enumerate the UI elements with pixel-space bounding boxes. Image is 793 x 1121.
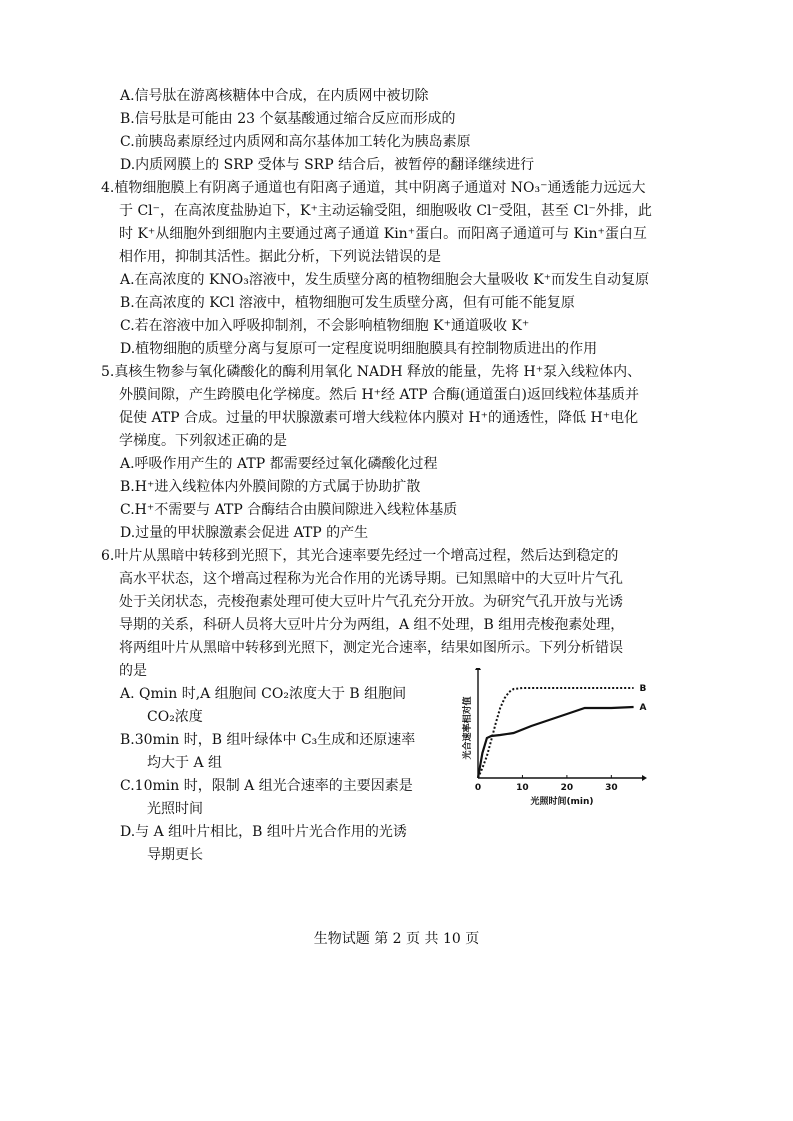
x-tick-label: 20	[560, 783, 574, 793]
q6-stem-line-6: 的是	[119, 663, 147, 679]
q6-stem-line-5: 将两组叶片从黑暗中转移到光照下，测定光合速率，结果如图所示。下列分析错误	[119, 640, 623, 656]
q6-option-b: B.30min 时，B 组叶绿体中 C₃生成和还原速率	[120, 732, 416, 748]
series-label-a: A	[639, 703, 647, 713]
q6-option-b-cont: 均大于 A 组	[147, 755, 223, 771]
q3-option-c: C.前胰岛素原经过内质网和高尔基体加工转化为胰岛素原	[120, 134, 471, 150]
q6-stem-line-2: 高水平状态，这个增高过程称为光合作用的光诱导期。已知黑暗中的大豆叶片气孔	[119, 571, 623, 587]
series-label-b: B	[639, 684, 647, 694]
q4-stem-line-1: 4.植物细胞膜上有阴离子通道也有阳离子通道，其中阴离子通道对 NO₃⁻通透能力远远大	[101, 180, 646, 196]
q3-option-a: A.信号肽在游离核糖体中合成，在内质网中被切除	[120, 88, 429, 104]
q6-option-c: C.10min 时，限制 A 组光合速率的主要因素是	[120, 778, 413, 794]
q6-stem-line-4: 导期的关系，科研人员将大豆叶片分为两组，A 组不处理，B 组用壳梭孢素处理，	[119, 617, 625, 633]
q5-stem-line-4: 学梯度。下列叙述正确的是	[119, 433, 287, 449]
q6-option-d-cont: 导期更长	[147, 847, 203, 863]
q4-option-a: A.在高浓度的 KNO₃溶液中，发生质壁分离的植物细胞会大量吸收 K⁺而发生自动复原	[120, 272, 650, 288]
q4-stem-line-2: 于 Cl⁻，在高浓度盐胁迫下，K⁺主动运输受阻，细胞吸收 Cl⁻受阻，甚至 Cl⁻外排，此	[119, 203, 652, 219]
q3-option-d: D.内质网膜上的 SRP 受体与 SRP 结合后，被暂停的翻译继续进行	[120, 157, 535, 173]
y-axis-label: 光合速率相对值	[463, 696, 473, 760]
q4-option-c: C.若在溶液中加入呼吸抑制剂，不会影响植物细胞 K⁺通道吸收 K⁺	[120, 318, 530, 334]
q5-option-c: C.H⁺不需要与 ATP 合酶结合由膜间隙进入线粒体基质	[120, 502, 458, 518]
q5-stem-line-1: 5.真核生物参与氧化磷酸化的酶利用氧化 NADH 释放的能量，先将 H⁺泵入线粒体内、	[101, 364, 642, 380]
x-axis-label: 光照时间(min)	[530, 797, 594, 807]
q4-stem-line-4: 相作用，抑制其活性。据此分析，下列说法错误的是	[119, 249, 441, 265]
x-tick-label: 0	[474, 783, 482, 793]
q6-option-a: A. Qmin 时,A 组胞间 CO₂浓度大于 B 组胞间	[120, 686, 407, 702]
q5-option-b: B.H⁺进入线粒体内外膜间隙的方式属于协助扩散	[120, 479, 421, 495]
photosynthesis-chart	[458, 668, 648, 808]
series-line-a	[478, 707, 634, 778]
q5-stem-line-2: 外膜间隙，产生跨膜电化学梯度。然后 H⁺经 ATP 合酶(通道蛋白)返回线粒体基质并	[119, 387, 639, 403]
q6-option-d: D.与 A 组叶片相比，B 组叶片光合作用的光诱	[120, 824, 407, 840]
q5-stem-line-3: 促使 ATP 合成。过量的甲状腺激素可增大线粒体内膜对 H⁺的通透性，降低 H⁺电化	[119, 410, 639, 426]
q6-option-a-cont: CO₂浓度	[147, 709, 203, 725]
page-footer: 生物试题 第 2 页 共 10 页	[313, 931, 480, 947]
q4-option-b: B.在高浓度的 KCl 溶液中，植物细胞可发生质壁分离，但有可能不能复原	[120, 295, 575, 311]
series-line-b	[478, 688, 634, 778]
q4-stem-line-3: 时 K⁺从细胞外到细胞内主要通过离子通道 Kin⁺蛋白。而阳离子通道可与 Kin⁺蛋白互	[119, 226, 647, 242]
q6-option-c-cont: 光照时间	[147, 801, 203, 817]
y-axis-arrow	[475, 668, 481, 670]
q6-stem-line-1: 6.叶片从黑暗中转移到光照下，其光合速率要先经过一个增高过程，然后达到稳定的	[101, 548, 619, 564]
q5-option-a: A.呼吸作用产生的 ATP 都需要经过氧化磷酸化过程	[120, 456, 438, 472]
q4-option-d: D.植物细胞的质壁分离与复原可一定程度说明细胞膜具有控制物质进出的作用	[120, 341, 598, 357]
q6-stem-line-3: 处于关闭状态，壳梭孢素处理可使大豆叶片气孔充分开放。为研究气孔开放与光诱	[119, 594, 623, 610]
x-axis-arrow	[642, 775, 647, 781]
q3-option-b: B.信号肽是可能由 23 个氨基酸通过缩合反应而形成的	[120, 111, 456, 127]
x-tick-label: 10	[516, 783, 529, 793]
q5-option-d: D.过量的甲状腺激素会促进 ATP 的产生	[120, 525, 369, 541]
x-tick-label: 30	[605, 783, 618, 793]
